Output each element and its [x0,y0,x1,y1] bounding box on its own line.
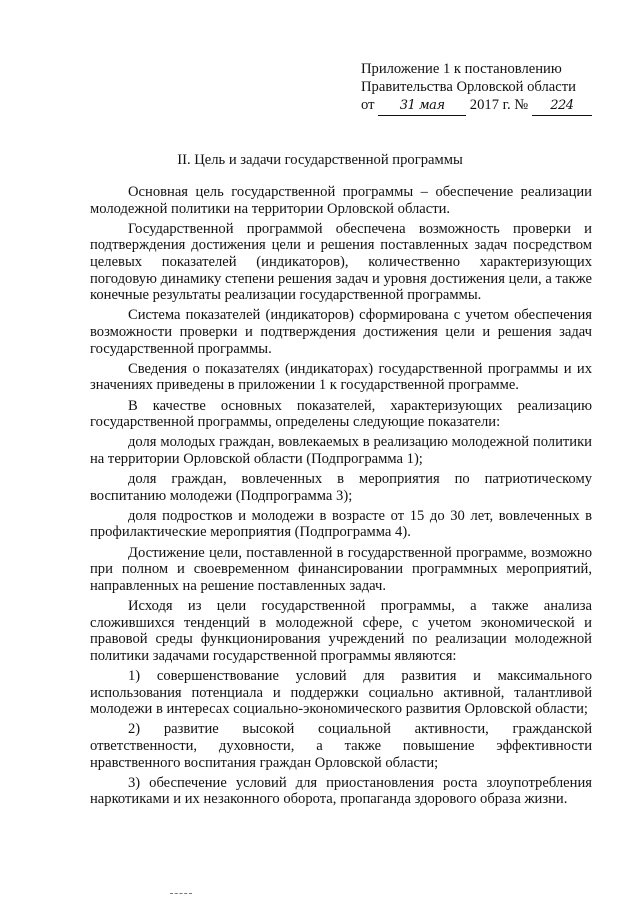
handwritten-number: 224 [532,97,592,116]
paragraph: В качестве основных показателей, характеризующих реализацию государственной программы, определены следующие показатели: [90,397,592,431]
paragraph: доля подростков и молодежи в возрасте от 15 до 30 лет, вовлеченных в профилактические мероприятия (Подпрограмма 4). [90,507,592,541]
appendix-line-2: Правительства Орловской области [361,79,576,95]
paragraph: Достижение цели, поставленной в государственной программе, возможно при полном и своевременном финансировании программных мероприятий, направленных на решение поставленных задач. [90,544,592,594]
paragraph: Основная цель государственной программы – обеспечение реализации молодежной политики на территории Орловской области. [90,184,592,217]
paragraph: Исходя из цели государственной программы, а также анализа сложившихся тенденций в молодежной сфере, с учетом экономической и правовой среды функционирования учреждений по реализации молодежной политики задачами государственной программы являются: [90,598,592,664]
appendix-header [361,60,591,116]
paragraph: 2) развитие высокой социальной активности, гражданской ответственности, духовности, а также повышение эффективности нравственного воспитания граждан Орловской области; [90,721,592,771]
paragraph: доля граждан, вовлеченных в мероприятия по патриотическому воспитанию молодежи (Подпрограмма 3); [90,471,592,504]
scan-mark [170,893,192,896]
year-number-label: 2017 г. № [469,97,529,113]
paragraph: 3) обеспечение условий для приостановления роста злоупотребления наркотиками и их незаконного оборота, пропаганда здорового образа жизни. [90,774,592,808]
paragraph: Сведения о показателях (индикаторах) государственной программы и их значениях приведены в приложении 1 к государственной программе. [90,360,592,394]
paragraph: Система показателей (индикаторов) сформирована с учетом обеспечения возможности проверки и подтверждения достижения цели и решения задач государственной программы. [90,307,592,357]
document-body [90,184,592,812]
appendix-line-1: Приложение 1 к постановлению [361,61,562,77]
paragraph: Государственной программой обеспечена возможность проверки и подтверждения достижения цели и решения поставленных задач посредством целевых показателей (индикаторов), количественно характеризующих погодовую динамику степени решения задач и уровня достижения цели, а также конечные результаты реализации государственной программы. [90,220,592,304]
paragraph: 1) совершенствование условий для развития и максимального использования потенциала и поддержки социально активной, талантливой молодежи в интересах социально-экономического развития Орловской области; [90,667,592,718]
ot-label: от [361,97,375,113]
section-title: II. Цель и задачи государственной программы [177,152,463,168]
paragraph: доля молодых граждан, вовлекаемых в реализацию молодежной политики на территории Орловской области (Подпрограмма 1); [90,434,592,467]
appendix-line-3 [361,96,591,116]
handwritten-date: 31 мая [378,97,466,116]
